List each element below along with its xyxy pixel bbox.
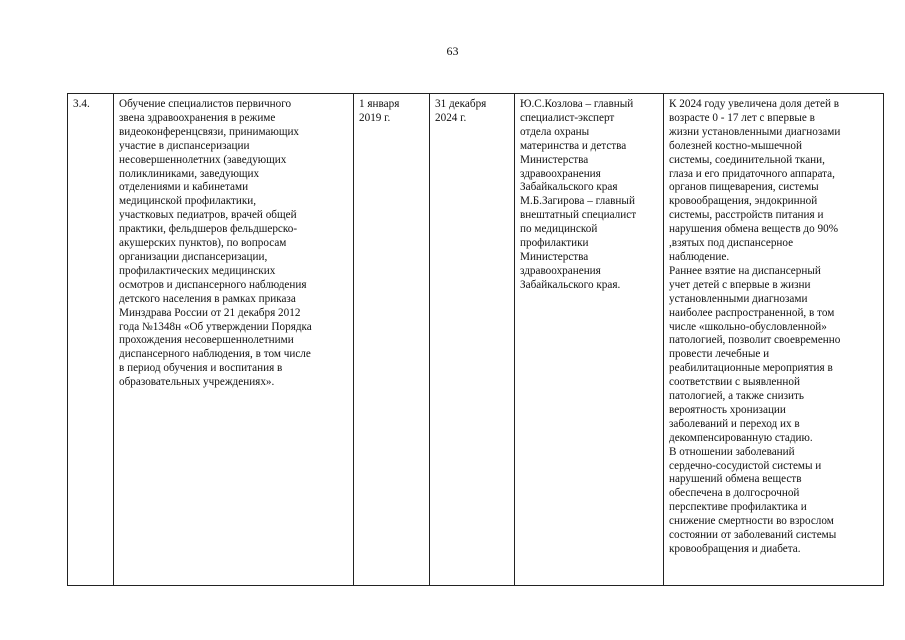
result-cell	[664, 94, 884, 586]
text-line: 31 декабря	[435, 98, 487, 110]
text-line: глаза и его придаточного аппарата,	[669, 167, 835, 180]
text-line: Раннее взятие на диспансерный	[669, 264, 821, 277]
text-line: звена здравоохранения в режиме	[119, 111, 276, 124]
text-line: болезней костно-мышечной	[669, 139, 802, 152]
text-line: патологией, позволит своевременно	[669, 334, 841, 347]
text-line: системы, соединительной ткани,	[669, 153, 825, 166]
text-line: Министерства	[520, 250, 589, 263]
text-line: сердечно-сосудистой системы и	[669, 459, 822, 472]
text-line: Забайкальского края.	[520, 278, 621, 291]
text-line: видеоконференцсвязи, принимающих	[119, 125, 300, 138]
text-line: в период обучения и воспитания в	[119, 362, 283, 375]
text-line: провести лечебные и	[669, 348, 770, 361]
text-line: перспективе профилактика и	[669, 501, 807, 514]
plan-table	[67, 93, 884, 586]
text-line: ,взятых под диспансерное	[669, 237, 794, 250]
text-line: профилактических медицинских	[119, 264, 276, 277]
text-line: установленными диагнозами	[669, 292, 808, 305]
text-line: 2024 г.	[435, 111, 467, 124]
text-line: состоянии от заболеваний системы	[669, 529, 837, 542]
text-line: участковых педиатров, врачей общей	[119, 209, 297, 222]
text-line: акушерских пунктов), по вопросам	[119, 237, 287, 250]
item-number-cell	[68, 94, 114, 586]
text-line: кровообращения и диабета.	[669, 543, 801, 555]
text-line: материнства и детства	[520, 139, 627, 152]
text-line: здравоохранения	[520, 264, 601, 277]
start-date-cell	[354, 94, 430, 586]
table-row	[68, 94, 884, 586]
text-line: В отношении заболеваний	[669, 445, 795, 458]
text-line: нарушений обмена веществ	[669, 473, 802, 486]
text-line: 1 января	[359, 98, 400, 110]
text-line: Забайкальского края	[520, 181, 618, 194]
text-line: медицинской профилактики,	[119, 195, 257, 208]
text-line: здравоохранения	[520, 167, 601, 180]
text-line: осмотров и диспансерного наблюдения	[119, 278, 307, 291]
text-line: снижение смертности во взрослом	[669, 515, 834, 528]
text-line: соответствии с выявленной	[669, 376, 800, 389]
text-line: органов пищеварения, системы	[669, 181, 819, 194]
end-date-cell	[430, 94, 515, 586]
text-line: участие в диспансеризации	[119, 139, 250, 152]
text-line: вероятность хронизации	[669, 403, 786, 416]
text-line: образовательных учреждениях».	[119, 376, 275, 389]
text-line: М.Б.Загирова – главный	[520, 195, 635, 208]
page-number: 63	[446, 44, 459, 58]
text-line: Министерства	[520, 153, 589, 166]
text-line: внештатный специалист	[520, 209, 637, 222]
text-line: организации диспансеризации,	[119, 250, 268, 263]
text-line: патологией, а также снизить	[669, 390, 805, 403]
text-line: учет детей с впервые в жизни	[669, 278, 811, 291]
text-line: обеспечена в долгосрочной	[669, 487, 800, 500]
text-line: кровообращения, эндокринной	[669, 195, 818, 208]
text-line: жизни установленными диагнозами	[669, 125, 841, 138]
text-line: диспансерного наблюдения, в том числе	[119, 348, 311, 361]
text-line: числе «школьно-обусловленной»	[669, 320, 827, 333]
text-line: нарушения обмена веществ до 90%	[669, 223, 839, 236]
text-line: детского населения в рамках приказа	[119, 292, 296, 305]
text-line: К 2024 году увеличена доля детей в	[669, 98, 840, 110]
text-line: профилактики	[520, 237, 589, 250]
text-line: реабилитационные мероприятия в	[669, 362, 833, 375]
text-line: года №1348н «Об утверждении Порядка	[119, 320, 312, 333]
text-line: наиболее распространенной, в том	[669, 306, 835, 319]
text-line: заболеваний и переход их в	[669, 417, 800, 430]
text-line: Ю.С.Козлова – главный	[520, 98, 634, 110]
text-line: поликлиниками, заведующих	[119, 167, 260, 180]
text-line: несовершеннолетних (заведующих	[119, 153, 287, 166]
activity-cell	[114, 94, 354, 586]
text-line: Обучение специалистов первичного	[119, 98, 292, 110]
text-line: наблюдение.	[669, 250, 730, 263]
text-line: 2019 г.	[359, 111, 391, 124]
text-line: Минздрава России от 21 декабря 2012	[119, 306, 301, 319]
item-number: 3.4.	[73, 98, 90, 110]
text-line: по медицинской	[520, 223, 598, 236]
text-line: практики, фельдшеров фельдшерско-	[119, 223, 298, 236]
text-line: прохождения несовершеннолетними	[119, 334, 294, 347]
text-line: системы, расстройств питания и	[669, 209, 824, 222]
text-line: декомпенсированную стадию.	[669, 431, 813, 444]
text-line: отделениями и кабинетами	[119, 181, 249, 194]
text-line: отдела охраны	[520, 125, 590, 138]
text-line: возрасте 0 - 17 лет с впервые в	[669, 111, 815, 124]
responsible-cell	[515, 94, 664, 586]
text-line: специалист-эксперт	[520, 111, 615, 124]
